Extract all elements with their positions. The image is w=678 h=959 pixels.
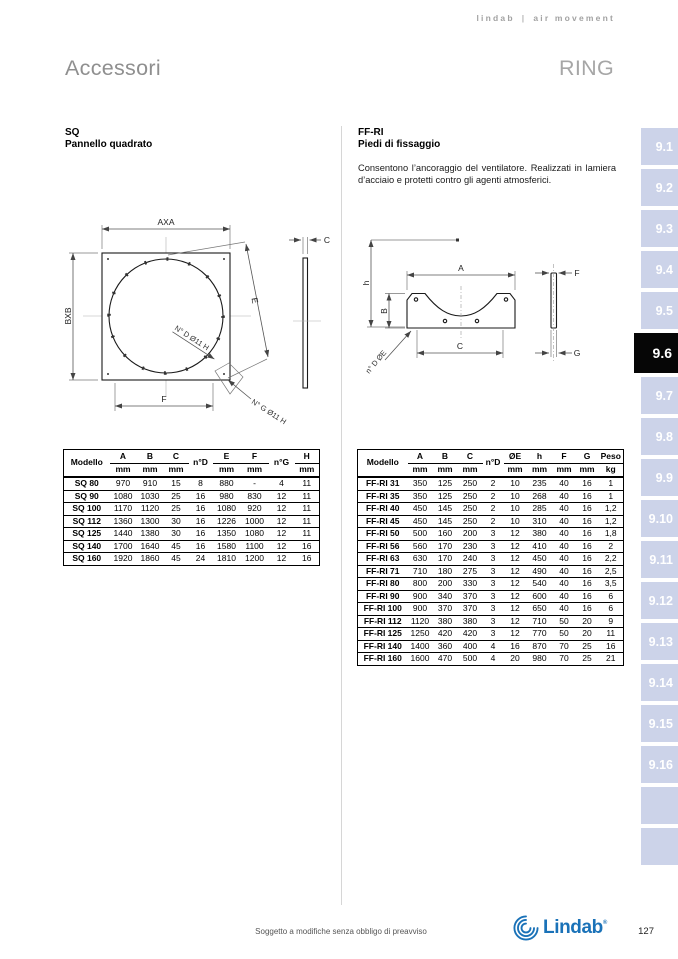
sq-technical-drawing bbox=[55, 213, 335, 435]
brand-air-movement: air movement bbox=[533, 13, 615, 23]
product-title: RING bbox=[559, 56, 614, 80]
column-header: n°D bbox=[483, 450, 504, 478]
table-row: FF-RI 71 710 180 275 3 12 490 40 16 2,5 bbox=[358, 565, 624, 578]
column-header: ØE mm bbox=[504, 450, 527, 478]
registered-mark: ® bbox=[602, 920, 607, 926]
sq-table-header bbox=[64, 450, 320, 478]
dim-label-a: A bbox=[458, 263, 464, 273]
footer-note: Soggetto a modifiche senza obbligo di preavviso bbox=[255, 927, 427, 936]
sidebar-tab-empty[interactable] bbox=[641, 787, 678, 824]
table-row: FF-RI 112 1120 380 380 3 12 710 50 20 9 bbox=[358, 615, 624, 628]
table-row: FF-RI 140 1400 360 400 4 16 870 70 25 16 bbox=[358, 640, 624, 653]
table-row: FF-RI 56 560 170 230 3 12 410 40 16 2 bbox=[358, 540, 624, 553]
column-header: B mm bbox=[433, 450, 458, 478]
holes-note: n° D ØE bbox=[363, 348, 389, 376]
table-row: SQ 100 1170 1120 25 16 1080 920 12 11 bbox=[64, 503, 320, 516]
brand-separator: | bbox=[521, 13, 527, 23]
sq-table bbox=[63, 449, 320, 566]
table-row: SQ 90 1080 1030 25 16 980 830 12 11 bbox=[64, 490, 320, 503]
sidebar-tab-9.8[interactable]: 9.8 bbox=[641, 418, 678, 455]
sidebar-tab-9.11[interactable]: 9.11 bbox=[641, 541, 678, 578]
ffri-description: Consentono l’ancoraggio del ventilatore. Realizzati in lamiera d’acciaio e protetti contro gli agenti atmosferici. bbox=[358, 163, 616, 186]
dim-label-e: E bbox=[249, 296, 261, 305]
table-row: FF-RI 35 350 125 250 2 10 268 40 16 1 bbox=[358, 490, 624, 503]
dim-label-g: G bbox=[573, 348, 581, 358]
column-header: H mm bbox=[295, 450, 320, 478]
dim-label-b: B bbox=[379, 308, 389, 314]
column-header: E mm bbox=[213, 450, 241, 478]
sidebar-tab-9.5[interactable]: 9.5 bbox=[641, 292, 678, 329]
lindab-logo bbox=[512, 914, 607, 942]
ffri-table bbox=[357, 449, 624, 666]
dim-label-f: F bbox=[161, 394, 167, 404]
holes-d-note: N° D Ø11 H bbox=[173, 323, 211, 353]
ffri-table-header bbox=[358, 450, 624, 478]
table-row: SQ 80 970 910 15 8 880 - 4 11 bbox=[64, 477, 320, 490]
dim-label-bxb: BXB bbox=[63, 307, 73, 325]
table-row: FF-RI 50 500 160 200 3 12 380 40 16 1,8 bbox=[358, 528, 624, 541]
column-header: C mm bbox=[164, 450, 189, 478]
dim-label-h: h bbox=[361, 280, 371, 286]
table-row: FF-RI 160 1600 470 500 4 20 980 70 25 21 bbox=[358, 653, 624, 666]
column-header: h mm bbox=[527, 450, 553, 478]
sq-code: SQ bbox=[65, 127, 80, 138]
sidebar-tab-9.6[interactable]: 9.6 bbox=[634, 333, 678, 373]
brand-lindab: lindab bbox=[476, 13, 515, 23]
lindab-logo-icon bbox=[512, 914, 540, 942]
sidebar-tab-9.10[interactable]: 9.10 bbox=[641, 500, 678, 537]
lindab-logo-text: Lindab® bbox=[543, 917, 607, 938]
table-row: FF-RI 90 900 340 370 3 12 600 40 16 6 bbox=[358, 590, 624, 603]
sidebar-tab-9.13[interactable]: 9.13 bbox=[641, 623, 678, 660]
column-header: A mm bbox=[408, 450, 433, 478]
table-row: FF-RI 100 900 370 370 3 12 650 40 16 6 bbox=[358, 603, 624, 616]
column-header: n°D bbox=[189, 450, 213, 478]
table-row: FF-RI 45 450 145 250 2 10 310 40 16 1,2 bbox=[358, 515, 624, 528]
table-row: SQ 160 1920 1860 45 24 1810 1200 12 16 bbox=[64, 553, 320, 566]
holes-g-note: N° G Ø11 H bbox=[249, 397, 288, 427]
sidebar-tab-9.4[interactable]: 9.4 bbox=[641, 251, 678, 288]
column-header: F mm bbox=[553, 450, 576, 478]
sidebar-tab-9.12[interactable]: 9.12 bbox=[641, 582, 678, 619]
sidebar-tab-9.2[interactable]: 9.2 bbox=[641, 169, 678, 206]
table-row: FF-RI 125 1250 420 420 3 12 770 50 20 11 bbox=[358, 628, 624, 641]
title-row bbox=[65, 56, 614, 81]
sidebar-tab-9.9[interactable]: 9.9 bbox=[641, 459, 678, 496]
column-header: G mm bbox=[576, 450, 599, 478]
column-header: A mm bbox=[110, 450, 137, 478]
column-header: Modello bbox=[64, 450, 110, 478]
sidebar-tab-9.1[interactable]: 9.1 bbox=[641, 128, 678, 165]
ffri-code: FF-RI bbox=[358, 127, 384, 138]
table-row: FF-RI 63 630 170 240 3 12 450 40 16 2,2 bbox=[358, 553, 624, 566]
sidebar-tabs bbox=[634, 128, 678, 865]
table-row: FF-RI 31 350 125 250 2 10 235 40 16 1 bbox=[358, 477, 624, 490]
sidebar-tab-empty[interactable] bbox=[641, 828, 678, 865]
page-title: Accessori bbox=[65, 56, 161, 80]
page-number: 127 bbox=[638, 926, 654, 937]
sidebar-tab-9.16[interactable]: 9.16 bbox=[641, 746, 678, 783]
dim-label-c2: C bbox=[456, 341, 464, 351]
table-row: FF-RI 80 800 200 330 3 12 540 40 16 3,5 bbox=[358, 578, 624, 591]
sq-subtitle: Pannello quadrato bbox=[65, 139, 153, 150]
ffri-technical-drawing bbox=[355, 230, 635, 410]
ffri-table-body bbox=[358, 477, 624, 665]
column-header: C mm bbox=[458, 450, 483, 478]
column-header: Modello bbox=[358, 450, 408, 478]
dim-label-f2: F bbox=[574, 268, 580, 278]
column-header: n°G bbox=[269, 450, 295, 478]
column-header: B mm bbox=[137, 450, 164, 478]
column-header: F mm bbox=[241, 450, 269, 478]
ffri-subtitle: Piedi di fissaggio bbox=[358, 139, 441, 150]
sidebar-tab-9.7[interactable]: 9.7 bbox=[641, 377, 678, 414]
table-row: FF-RI 40 450 145 250 2 10 285 40 16 1,2 bbox=[358, 503, 624, 516]
ffri-section-header bbox=[358, 127, 616, 187]
table-row: SQ 140 1700 1640 45 16 1580 1100 12 16 bbox=[64, 540, 320, 553]
sq-table-body bbox=[64, 477, 320, 565]
sidebar-tab-9.3[interactable]: 9.3 bbox=[641, 210, 678, 247]
table-row: SQ 125 1440 1380 30 16 1350 1080 12 11 bbox=[64, 528, 320, 541]
column-header: Peso kg bbox=[599, 450, 624, 478]
sidebar-tab-9.14[interactable]: 9.14 bbox=[641, 664, 678, 701]
brand-line bbox=[477, 13, 616, 23]
dim-label-c: C bbox=[323, 235, 331, 245]
sidebar-tab-9.15[interactable]: 9.15 bbox=[641, 705, 678, 742]
sq-section-header bbox=[65, 127, 152, 151]
column-divider bbox=[341, 126, 342, 905]
table-row: SQ 112 1360 1300 30 16 1226 1000 12 11 bbox=[64, 515, 320, 528]
dim-label-axa: AXA bbox=[157, 217, 175, 227]
